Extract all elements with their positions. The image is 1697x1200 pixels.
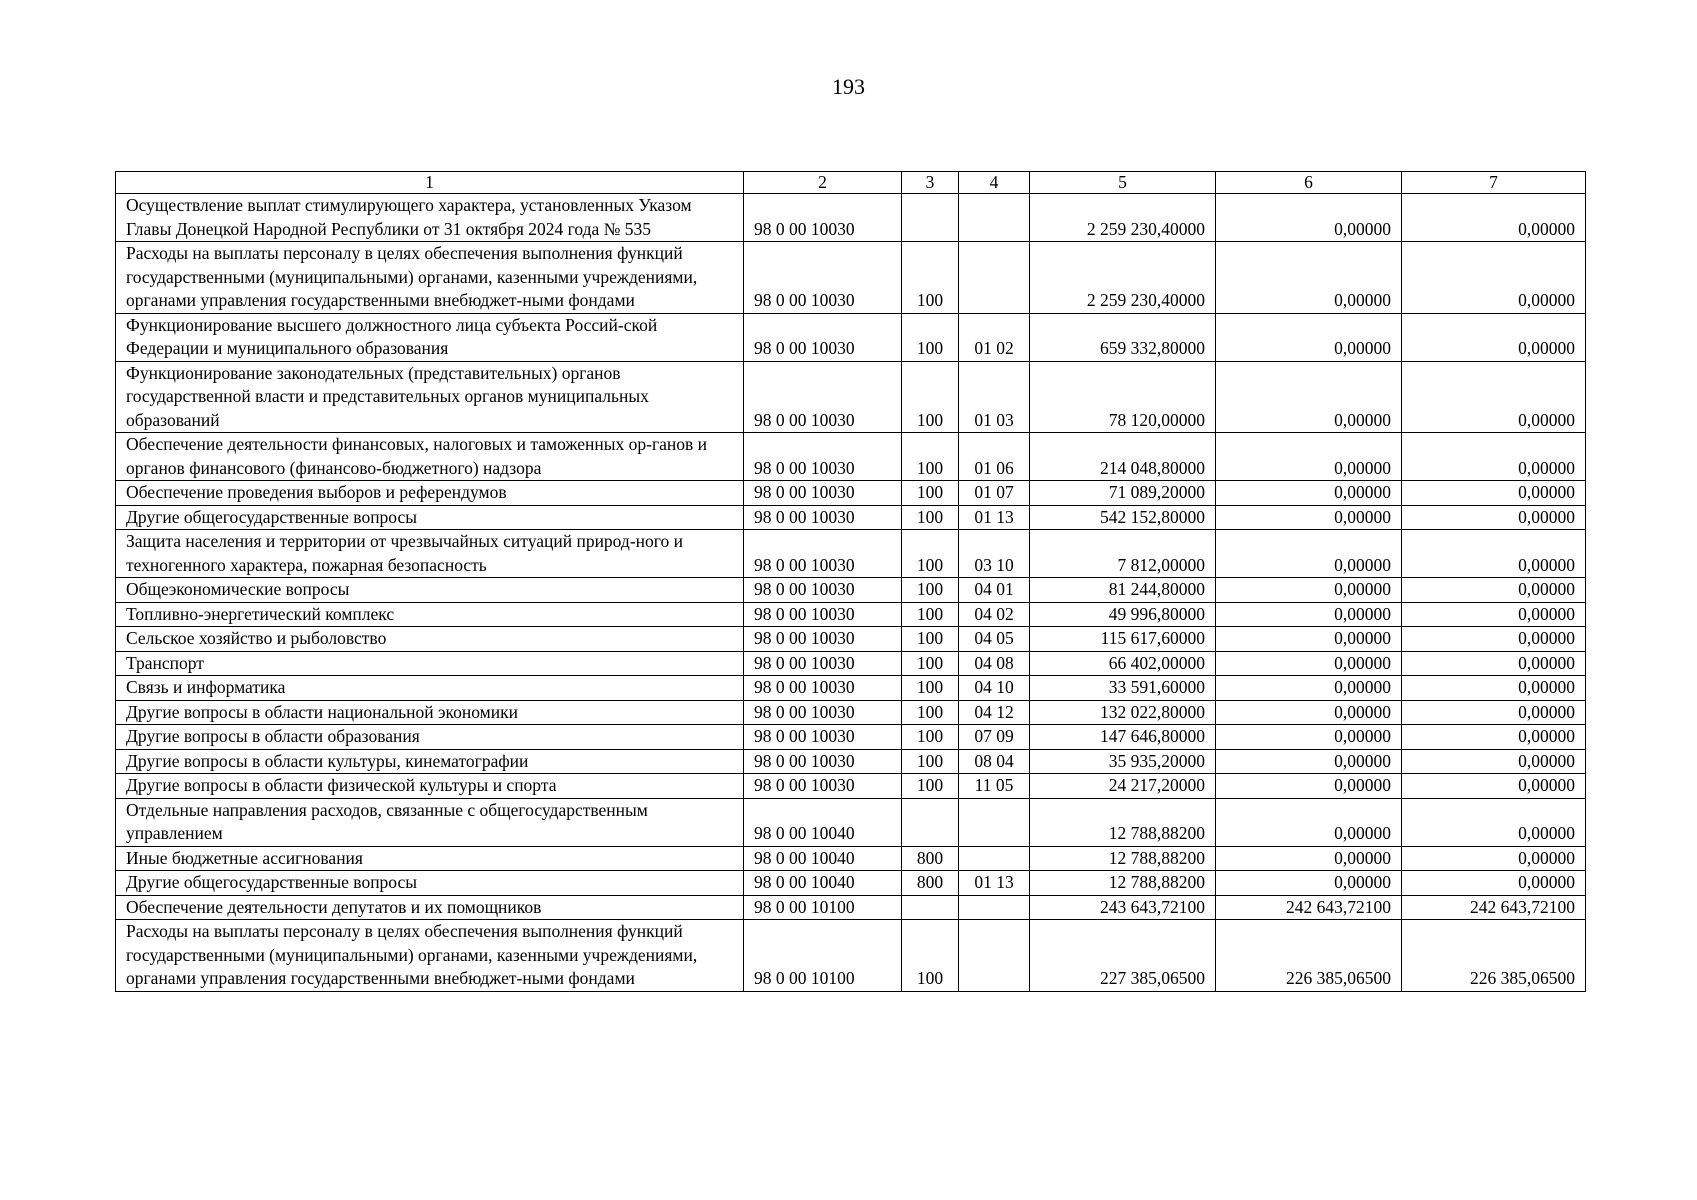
expense-type-code: 100: [902, 433, 959, 481]
amount-col6: 0,00000: [1216, 846, 1402, 871]
amount-col7: 0,00000: [1402, 627, 1586, 652]
table-row: [116, 676, 1586, 701]
expense-type-code: 100: [902, 481, 959, 506]
table-row: [116, 920, 1586, 992]
row-description: Расходы на выплаты персоналу в целях обеспечения выполнения функций государственными (муниципальными) органами, казенными учреждениями, органами управления государственными внебюджет-ными фондами: [116, 242, 744, 314]
row-description: Защита населения и территории от чрезвычайных ситуаций природ-ного и техногенного характера, пожарная безопасность: [116, 530, 744, 578]
amount-col7: 0,00000: [1402, 651, 1586, 676]
expense-type-code: 100: [902, 920, 959, 992]
table-row: [116, 798, 1586, 846]
row-description: Другие общегосударственные вопросы: [116, 871, 744, 896]
amount-col5: 12 788,88200: [1030, 846, 1216, 871]
amount-col7: 0,00000: [1402, 725, 1586, 750]
section-subsection-code: [959, 895, 1030, 920]
section-subsection-code: [959, 798, 1030, 846]
target-article-code: 98 0 00 10030: [744, 481, 902, 506]
amount-col5: 66 402,00000: [1030, 651, 1216, 676]
amount-col7: 0,00000: [1402, 774, 1586, 799]
expense-type-code: 800: [902, 871, 959, 896]
table-row: [116, 313, 1586, 361]
amount-col7: 0,00000: [1402, 242, 1586, 314]
amount-col6: 0,00000: [1216, 871, 1402, 896]
row-description: Обеспечение проведения выборов и референдумов: [116, 481, 744, 506]
target-article-code: 98 0 00 10030: [744, 676, 902, 701]
section-subsection-code: 01 03: [959, 361, 1030, 433]
section-subsection-code: [959, 920, 1030, 992]
target-article-code: 98 0 00 10040: [744, 871, 902, 896]
section-subsection-code: 04 08: [959, 651, 1030, 676]
amount-col6: 0,00000: [1216, 627, 1402, 652]
table-row: [116, 871, 1586, 896]
section-subsection-code: 11 05: [959, 774, 1030, 799]
expense-type-code: 100: [902, 505, 959, 530]
row-description: Связь и информатика: [116, 676, 744, 701]
section-subsection-code: 01 07: [959, 481, 1030, 506]
table-row: [116, 895, 1586, 920]
amount-col6: 0,00000: [1216, 361, 1402, 433]
target-article-code: 98 0 00 10030: [744, 361, 902, 433]
expense-type-code: 100: [902, 313, 959, 361]
target-article-code: 98 0 00 10030: [744, 313, 902, 361]
target-article-code: 98 0 00 10030: [744, 602, 902, 627]
row-description: Другие вопросы в области национальной экономики: [116, 700, 744, 725]
amount-col6: 0,00000: [1216, 578, 1402, 603]
amount-col6: 0,00000: [1216, 676, 1402, 701]
table-row: [116, 433, 1586, 481]
row-description: Обеспечение деятельности депутатов и их помощников: [116, 895, 744, 920]
row-description: Осуществление выплат стимулирующего характера, установленных Указом Главы Донецкой Народной Республики от 31 октября 2024 года № 535: [116, 194, 744, 242]
section-subsection-code: 01 06: [959, 433, 1030, 481]
section-subsection-code: 01 13: [959, 505, 1030, 530]
target-article-code: 98 0 00 10100: [744, 920, 902, 992]
amount-col5: 147 646,80000: [1030, 725, 1216, 750]
row-description: Сельское хозяйство и рыболовство: [116, 627, 744, 652]
budget-table: [115, 171, 1586, 992]
amount-col7: 226 385,06500: [1402, 920, 1586, 992]
table-row: [116, 481, 1586, 506]
row-description: Функционирование законодательных (представительных) органов государственной власти и представительных органов муниципальных образований: [116, 361, 744, 433]
amount-col6: 0,00000: [1216, 749, 1402, 774]
table-row: [116, 627, 1586, 652]
table-row: [116, 361, 1586, 433]
row-description: Другие вопросы в области образования: [116, 725, 744, 750]
table-row: [116, 530, 1586, 578]
amount-col6: 0,00000: [1216, 505, 1402, 530]
amount-col5: 243 643,72100: [1030, 895, 1216, 920]
expense-type-code: 100: [902, 651, 959, 676]
column-header: 1: [116, 172, 744, 194]
column-header: 3: [902, 172, 959, 194]
table-row: [116, 242, 1586, 314]
expense-type-code: 100: [902, 627, 959, 652]
amount-col5: 78 120,00000: [1030, 361, 1216, 433]
table-row: [116, 749, 1586, 774]
expense-type-code: 100: [902, 602, 959, 627]
target-article-code: 98 0 00 10030: [744, 530, 902, 578]
section-subsection-code: 01 02: [959, 313, 1030, 361]
amount-col6: 0,00000: [1216, 481, 1402, 506]
amount-col5: 33 591,60000: [1030, 676, 1216, 701]
row-description: Транспорт: [116, 651, 744, 676]
target-article-code: 98 0 00 10030: [744, 627, 902, 652]
amount-col5: 12 788,88200: [1030, 871, 1216, 896]
section-subsection-code: 04 01: [959, 578, 1030, 603]
amount-col7: 0,00000: [1402, 505, 1586, 530]
section-subsection-code: [959, 846, 1030, 871]
row-description: Иные бюджетные ассигнования: [116, 846, 744, 871]
table-row: [116, 194, 1586, 242]
amount-col5: 71 089,20000: [1030, 481, 1216, 506]
amount-col5: 7 812,00000: [1030, 530, 1216, 578]
column-header: 2: [744, 172, 902, 194]
section-subsection-code: 03 10: [959, 530, 1030, 578]
section-subsection-code: 04 10: [959, 676, 1030, 701]
target-article-code: 98 0 00 10100: [744, 895, 902, 920]
amount-col6: 226 385,06500: [1216, 920, 1402, 992]
amount-col7: 0,00000: [1402, 530, 1586, 578]
table-body: [116, 194, 1586, 992]
expense-type-code: 100: [902, 774, 959, 799]
expense-type-code: [902, 798, 959, 846]
row-description: Общеэкономические вопросы: [116, 578, 744, 603]
table-row: [116, 505, 1586, 530]
row-description: Функционирование высшего должностного лица субъекта Россий-ской Федерации и муниципального образования: [116, 313, 744, 361]
section-subsection-code: [959, 194, 1030, 242]
amount-col7: 242 643,72100: [1402, 895, 1586, 920]
amount-col7: 0,00000: [1402, 361, 1586, 433]
amount-col5: 35 935,20000: [1030, 749, 1216, 774]
amount-col5: 542 152,80000: [1030, 505, 1216, 530]
amount-col5: 132 022,80000: [1030, 700, 1216, 725]
target-article-code: 98 0 00 10030: [744, 433, 902, 481]
row-description: Другие вопросы в области физической культуры и спорта: [116, 774, 744, 799]
amount-col7: 0,00000: [1402, 313, 1586, 361]
column-header: 5: [1030, 172, 1216, 194]
expense-type-code: [902, 194, 959, 242]
amount-col7: 0,00000: [1402, 749, 1586, 774]
column-header: 4: [959, 172, 1030, 194]
table-row: [116, 774, 1586, 799]
amount-col6: 0,00000: [1216, 313, 1402, 361]
row-description: Расходы на выплаты персоналу в целях обеспечения выполнения функций государственными (муниципальными) органами, казенными учреждениями, органами управления государственными внебюджет-ными фондами: [116, 920, 744, 992]
section-subsection-code: 04 02: [959, 602, 1030, 627]
amount-col5: 81 244,80000: [1030, 578, 1216, 603]
section-subsection-code: 07 09: [959, 725, 1030, 750]
amount-col7: 0,00000: [1402, 798, 1586, 846]
amount-col7: 0,00000: [1402, 433, 1586, 481]
section-subsection-code: 08 04: [959, 749, 1030, 774]
amount-col6: 0,00000: [1216, 774, 1402, 799]
row-description: Отдельные направления расходов, связанные с общегосударственным управлением: [116, 798, 744, 846]
table-row: [116, 602, 1586, 627]
expense-type-code: 100: [902, 676, 959, 701]
amount-col7: 0,00000: [1402, 481, 1586, 506]
target-article-code: 98 0 00 10030: [744, 749, 902, 774]
expense-type-code: 100: [902, 242, 959, 314]
amount-col7: 0,00000: [1402, 846, 1586, 871]
amount-col6: 242 643,72100: [1216, 895, 1402, 920]
target-article-code: 98 0 00 10040: [744, 846, 902, 871]
target-article-code: 98 0 00 10030: [744, 700, 902, 725]
amount-col6: 0,00000: [1216, 242, 1402, 314]
amount-col5: 12 788,88200: [1030, 798, 1216, 846]
target-article-code: 98 0 00 10030: [744, 505, 902, 530]
amount-col6: 0,00000: [1216, 433, 1402, 481]
amount-col5: 214 048,80000: [1030, 433, 1216, 481]
target-article-code: 98 0 00 10040: [744, 798, 902, 846]
amount-col7: 0,00000: [1402, 676, 1586, 701]
amount-col5: 24 217,20000: [1030, 774, 1216, 799]
amount-col6: 0,00000: [1216, 651, 1402, 676]
amount-col7: 0,00000: [1402, 700, 1586, 725]
target-article-code: 98 0 00 10030: [744, 774, 902, 799]
expense-type-code: 100: [902, 725, 959, 750]
amount-col7: 0,00000: [1402, 194, 1586, 242]
amount-col7: 0,00000: [1402, 602, 1586, 627]
target-article-code: 98 0 00 10030: [744, 651, 902, 676]
row-description: Обеспечение деятельности финансовых, налоговых и таможенных ор-ганов и органов финансового (финансово-бюджетного) надзора: [116, 433, 744, 481]
amount-col6: 0,00000: [1216, 700, 1402, 725]
table-header-row: [116, 172, 1586, 194]
table-row: [116, 651, 1586, 676]
expense-type-code: 100: [902, 530, 959, 578]
row-description: Топливно-энергетический комплекс: [116, 602, 744, 627]
amount-col6: 0,00000: [1216, 602, 1402, 627]
table-row: [116, 700, 1586, 725]
amount-col5: 2 259 230,40000: [1030, 242, 1216, 314]
table-row: [116, 578, 1586, 603]
amount-col5: 115 617,60000: [1030, 627, 1216, 652]
column-header: 6: [1216, 172, 1402, 194]
row-description: Другие вопросы в области культуры, кинематографии: [116, 749, 744, 774]
expense-type-code: 100: [902, 361, 959, 433]
target-article-code: 98 0 00 10030: [744, 578, 902, 603]
table-row: [116, 725, 1586, 750]
amount-col5: 659 332,80000: [1030, 313, 1216, 361]
amount-col5: 227 385,06500: [1030, 920, 1216, 992]
amount-col7: 0,00000: [1402, 871, 1586, 896]
expense-type-code: 800: [902, 846, 959, 871]
amount-col6: 0,00000: [1216, 530, 1402, 578]
section-subsection-code: [959, 242, 1030, 314]
expense-type-code: 100: [902, 578, 959, 603]
expense-type-code: 100: [902, 700, 959, 725]
row-description: Другие общегосударственные вопросы: [116, 505, 744, 530]
page-number: 193: [832, 74, 865, 99]
amount-col5: 2 259 230,40000: [1030, 194, 1216, 242]
column-header: 7: [1402, 172, 1586, 194]
expense-type-code: 100: [902, 749, 959, 774]
section-subsection-code: 01 13: [959, 871, 1030, 896]
table-row: [116, 846, 1586, 871]
amount-col7: 0,00000: [1402, 578, 1586, 603]
target-article-code: 98 0 00 10030: [744, 242, 902, 314]
amount-col6: 0,00000: [1216, 725, 1402, 750]
target-article-code: 98 0 00 10030: [744, 194, 902, 242]
amount-col5: 49 996,80000: [1030, 602, 1216, 627]
expense-type-code: [902, 895, 959, 920]
section-subsection-code: 04 05: [959, 627, 1030, 652]
section-subsection-code: 04 12: [959, 700, 1030, 725]
amount-col6: 0,00000: [1216, 798, 1402, 846]
target-article-code: 98 0 00 10030: [744, 725, 902, 750]
amount-col6: 0,00000: [1216, 194, 1402, 242]
